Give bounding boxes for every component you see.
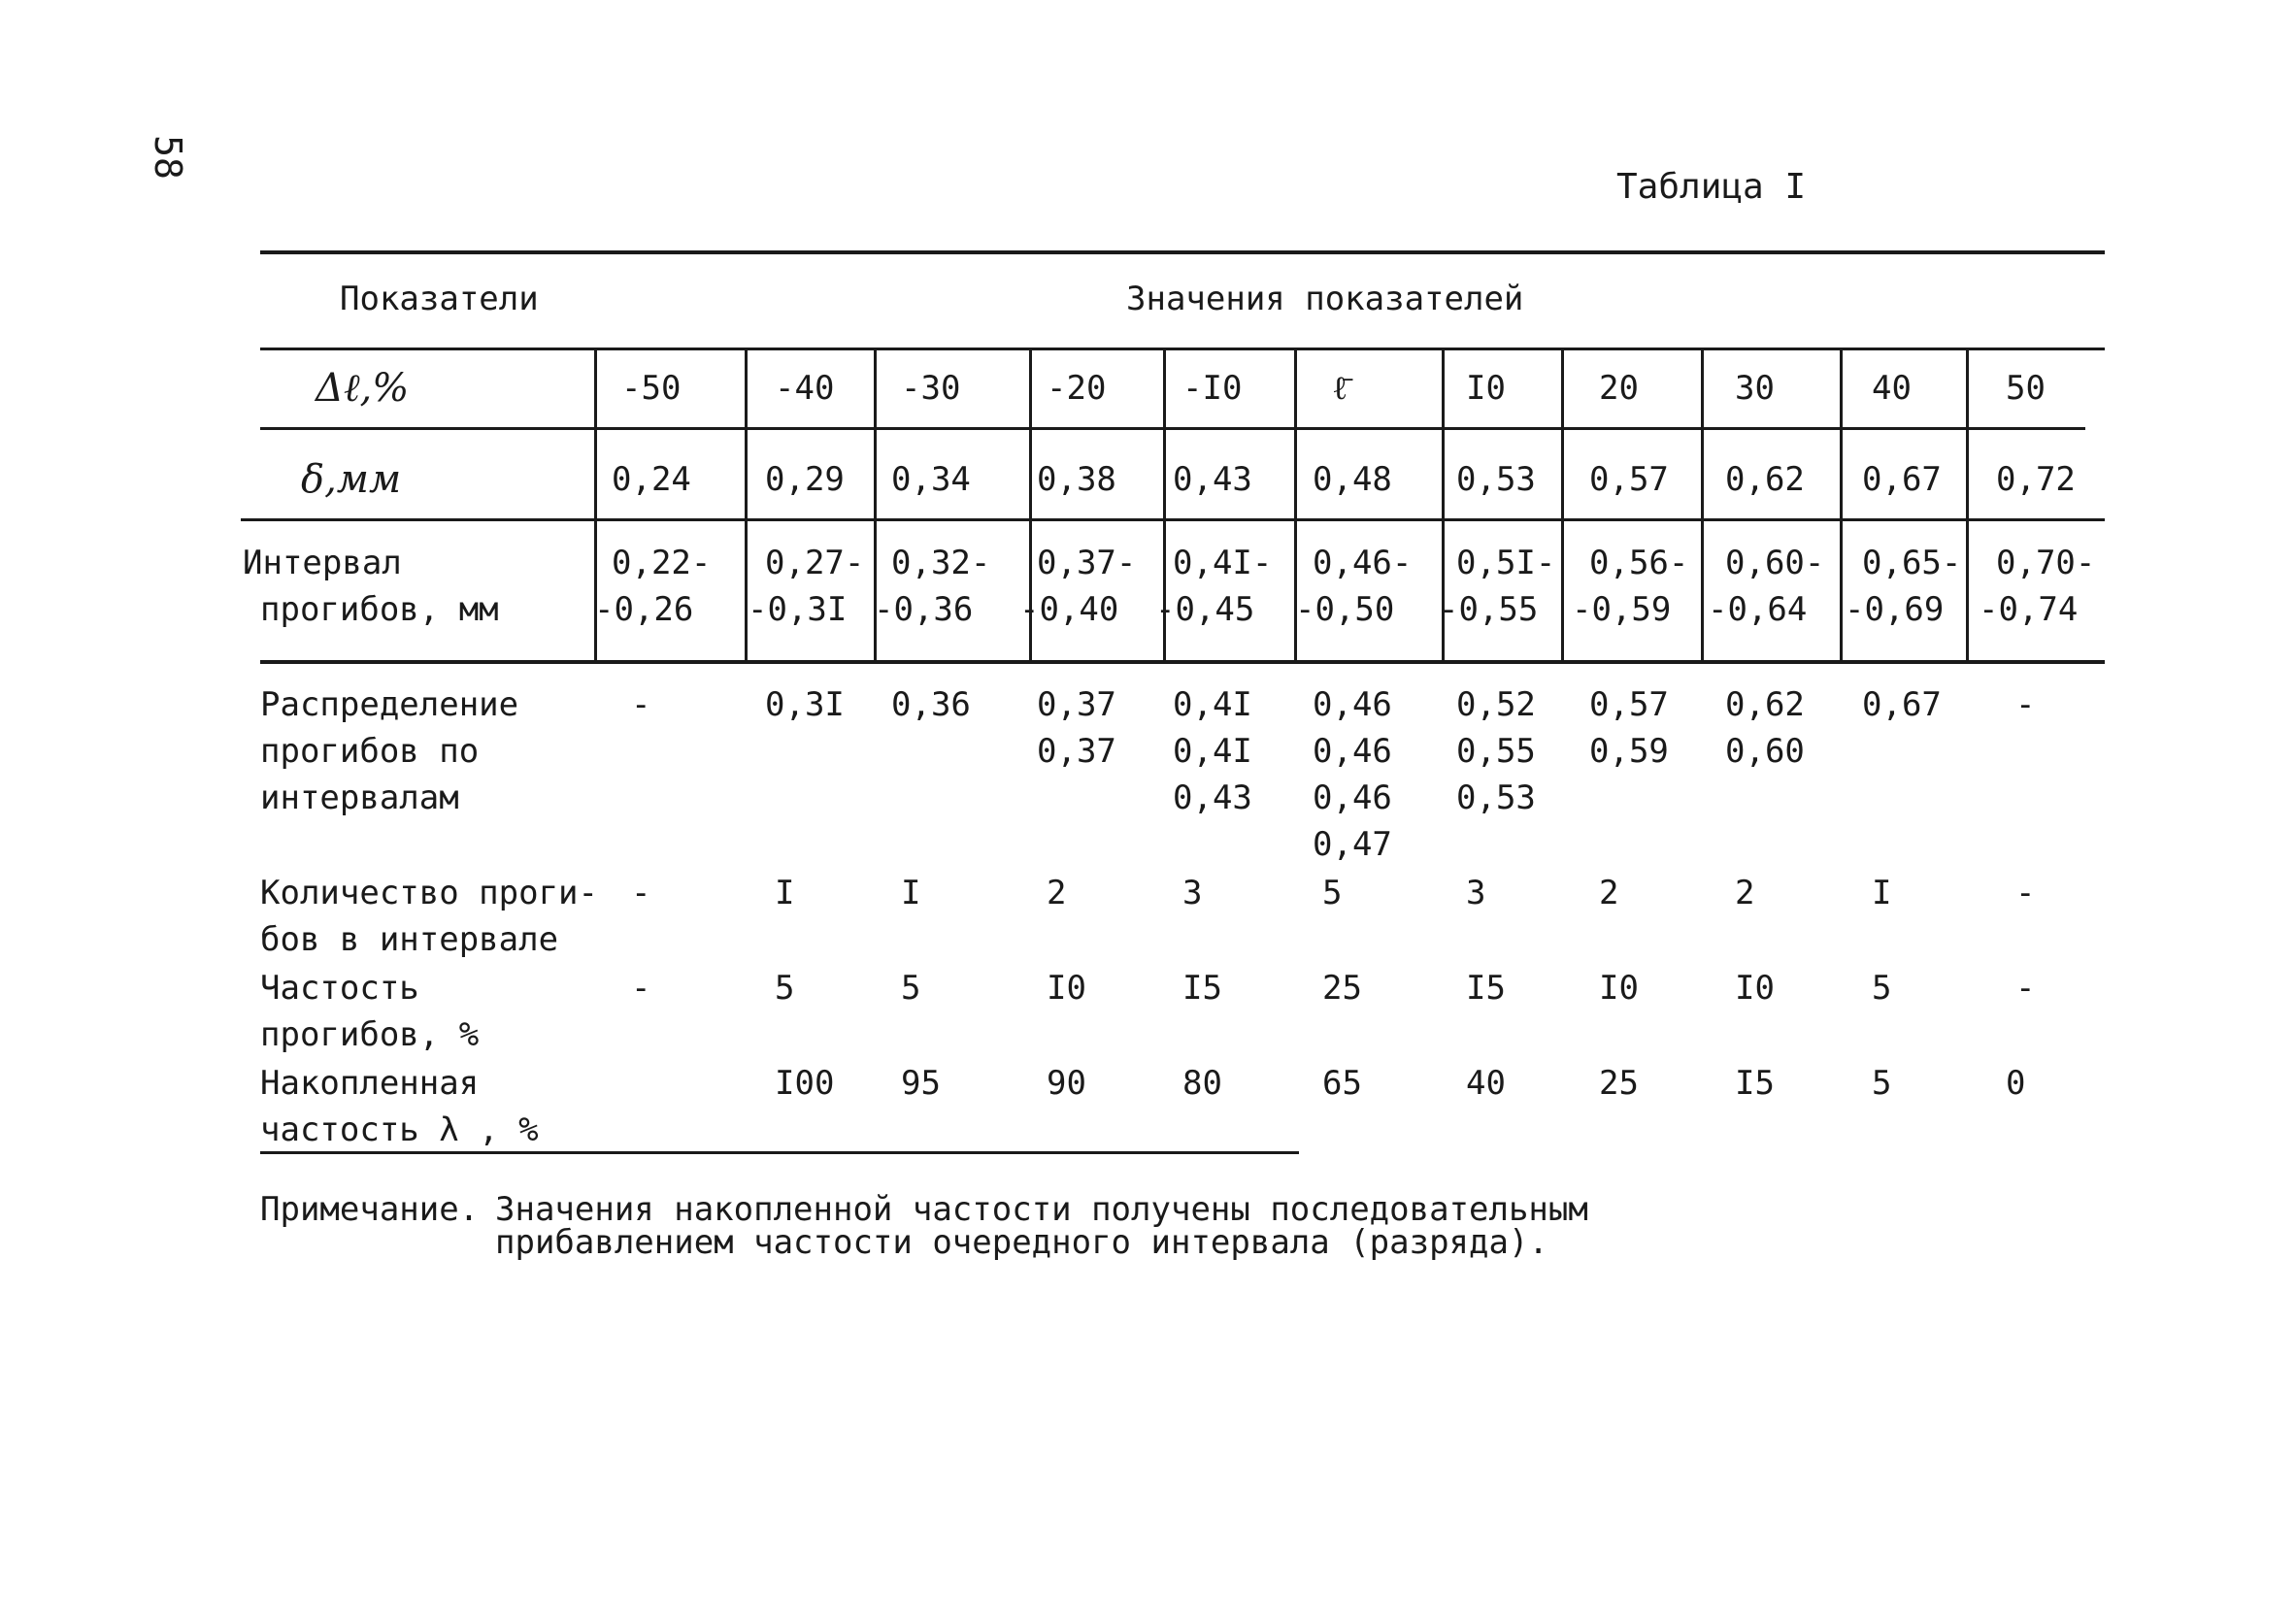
cell-count: 5 [1322, 874, 1343, 912]
row-label-interval-1: Интервал [243, 544, 402, 582]
cell-count: 3 [1466, 874, 1486, 912]
cell-count: - [631, 874, 651, 912]
cell-distribution: 0,37 [1037, 685, 1116, 724]
cell-cumulative: 0 [2006, 1064, 2026, 1103]
cell-interval: 0,70- [1996, 544, 2096, 582]
cell-frequency: I0 [1047, 969, 1086, 1008]
cell-cumulative: 65 [1322, 1064, 1362, 1103]
cell-frequency: - [631, 969, 651, 1008]
table-title: Таблица I [1616, 167, 1807, 207]
header-values-label: Значения показателей [1126, 280, 1524, 318]
cell-interval: -0,55 [1439, 590, 1539, 629]
cell-interval: -0,26 [594, 590, 694, 629]
cell-delta-l: -50 [621, 369, 682, 408]
cell-delta: 0,57 [1589, 460, 1669, 499]
cell-interval: -0,40 [1019, 590, 1119, 629]
cell-interval: -0,3I [748, 590, 848, 629]
header-indicators-label: Показатели [340, 280, 539, 318]
cell-frequency: I0 [1735, 969, 1775, 1008]
note-line-1: Значения накопленной частости получены последовательным [495, 1190, 1588, 1229]
cell-distribution: 0,46 [1313, 685, 1392, 724]
cell-interval: 0,4I- [1173, 544, 1273, 582]
cell-interval: 0,60- [1725, 544, 1825, 582]
cell-distribution: 0,43 [1173, 778, 1252, 817]
cell-distribution: - [631, 685, 651, 724]
cell-delta-l: 50 [2006, 369, 2046, 408]
cell-interval: 0,56- [1589, 544, 1689, 582]
cell-cumulative: 40 [1466, 1064, 1506, 1103]
cell-delta-l: ℓ̄ [1332, 369, 1348, 408]
row-label-distribution-1: Распределение [260, 685, 519, 724]
cell-interval: 0,32- [891, 544, 991, 582]
cell-interval: 0,22- [612, 544, 712, 582]
cell-count: - [2015, 874, 2036, 912]
column-divider [1561, 348, 1564, 662]
cell-frequency: I5 [1466, 969, 1506, 1008]
cell-cumulative: I5 [1735, 1064, 1775, 1103]
cell-interval: 0,65- [1862, 544, 1962, 582]
cell-interval: -0,36 [874, 590, 974, 629]
row-label-count-2: бов в интервале [260, 920, 559, 959]
cell-distribution: 0,59 [1589, 732, 1669, 771]
cell-delta: 0,72 [1996, 460, 2076, 499]
cell-distribution: - [2015, 685, 2036, 724]
cell-delta: 0,34 [891, 460, 971, 499]
cell-cumulative: I00 [775, 1064, 835, 1103]
cell-frequency: I5 [1182, 969, 1222, 1008]
cell-distribution: 0,4I [1173, 732, 1252, 771]
cell-distribution: 0,46 [1313, 732, 1392, 771]
note-label: Примечание. [260, 1190, 480, 1229]
row-rule-1 [260, 427, 2085, 430]
cell-cumulative: 80 [1182, 1064, 1222, 1103]
cell-frequency: 5 [1872, 969, 1892, 1008]
cell-delta-l: -40 [775, 369, 835, 408]
cell-delta-l: I0 [1466, 369, 1506, 408]
cell-distribution: 0,36 [891, 685, 971, 724]
cell-delta: 0,38 [1037, 460, 1116, 499]
row-label-frequency-1: Частость [260, 969, 419, 1008]
row-rule-3 [260, 660, 2105, 664]
row-label-delta-l: Δℓ,% [316, 366, 410, 411]
cell-distribution: 0,46 [1313, 778, 1392, 817]
cell-delta-l: -30 [901, 369, 961, 408]
cell-distribution: 0,62 [1725, 685, 1805, 724]
cell-interval: -0,59 [1572, 590, 1672, 629]
cell-distribution: 0,57 [1589, 685, 1669, 724]
row-label-distribution-2: прогибов по [260, 732, 480, 771]
row-label-count-1: Количество проги- [260, 874, 598, 912]
cell-distribution: 0,52 [1456, 685, 1536, 724]
cell-count: 2 [1735, 874, 1755, 912]
cell-interval: 0,27- [765, 544, 865, 582]
column-divider [1840, 348, 1843, 662]
cell-delta: 0,53 [1456, 460, 1536, 499]
cell-delta: 0,48 [1313, 460, 1392, 499]
header-bottom-rule [260, 348, 2105, 350]
cell-interval: 0,46- [1313, 544, 1413, 582]
cell-distribution: 0,4I [1173, 685, 1252, 724]
cell-interval: 0,37- [1037, 544, 1137, 582]
cell-distribution: 0,53 [1456, 778, 1536, 817]
cell-interval: 0,5I- [1456, 544, 1556, 582]
cell-interval: -0,74 [1979, 590, 2079, 629]
cell-delta: 0,29 [765, 460, 845, 499]
cell-delta: 0,24 [612, 460, 691, 499]
cell-delta: 0,62 [1725, 460, 1805, 499]
cell-cumulative: 25 [1599, 1064, 1639, 1103]
cell-count: I [901, 874, 921, 912]
cell-delta-l: 40 [1872, 369, 1912, 408]
cell-delta-l: 20 [1599, 369, 1639, 408]
cell-frequency: - [2015, 969, 2036, 1008]
cell-frequency: I0 [1599, 969, 1639, 1008]
cell-frequency: 25 [1322, 969, 1362, 1008]
row-rule-2 [241, 518, 2105, 521]
cell-count: 3 [1182, 874, 1203, 912]
cell-delta-l: -I0 [1182, 369, 1243, 408]
cell-interval: -0,45 [1155, 590, 1255, 629]
cell-distribution: 0,3I [765, 685, 845, 724]
cell-count: I [1872, 874, 1892, 912]
cell-distribution: 0,55 [1456, 732, 1536, 771]
page-number: 58 [146, 135, 189, 180]
row-label-interval-2: прогибов, мм [260, 590, 499, 629]
cell-delta: 0,67 [1862, 460, 1942, 499]
cell-distribution: 0,67 [1862, 685, 1942, 724]
cell-interval: -0,64 [1708, 590, 1808, 629]
row-label-delta: δ,мм [301, 457, 402, 502]
row-label-frequency-2: прогибов, % [260, 1015, 480, 1054]
cell-delta: 0,43 [1173, 460, 1252, 499]
cell-distribution: 0,47 [1313, 825, 1392, 864]
cell-delta-l: -20 [1047, 369, 1107, 408]
cell-frequency: 5 [901, 969, 921, 1008]
cell-count: I [775, 874, 795, 912]
cell-distribution: 0,60 [1725, 732, 1805, 771]
cell-delta-l: 30 [1735, 369, 1775, 408]
cell-interval: -0,50 [1295, 590, 1395, 629]
cell-frequency: 5 [775, 969, 795, 1008]
cell-distribution: 0,37 [1037, 732, 1116, 771]
cell-interval: -0,69 [1845, 590, 1945, 629]
cell-cumulative: 5 [1872, 1064, 1892, 1103]
cell-cumulative: 90 [1047, 1064, 1086, 1103]
cell-cumulative: 95 [901, 1064, 941, 1103]
cell-count: 2 [1599, 874, 1619, 912]
row-label-distribution-3: интервалам [260, 778, 459, 817]
table-top-rule [260, 250, 2105, 254]
row-label-cumulative-1: Накопленная [260, 1064, 480, 1103]
row-label-cumulative-2: частость λ , % [260, 1110, 539, 1149]
note-line-2: прибавлением частости очередного интервала (разряда). [495, 1223, 1548, 1262]
column-divider [1701, 348, 1704, 662]
cell-count: 2 [1047, 874, 1067, 912]
column-divider [1966, 348, 1969, 662]
